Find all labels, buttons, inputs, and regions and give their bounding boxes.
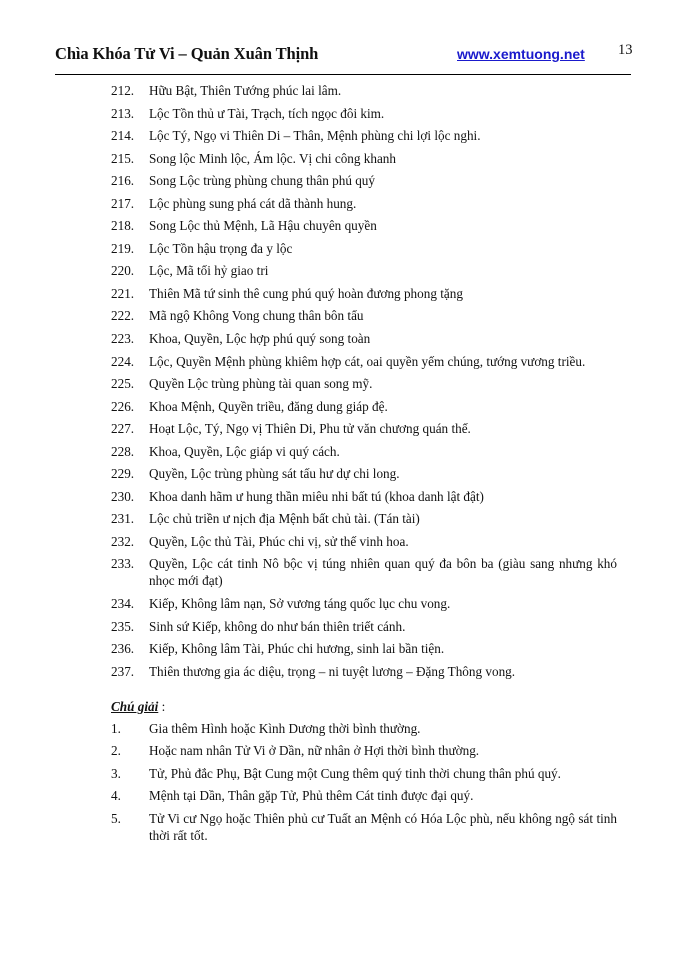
website-link[interactable]: www.xemtuong.net xyxy=(457,46,585,62)
list-item xyxy=(111,663,617,680)
item-number: 226. xyxy=(111,398,135,414)
note-text: Tử Vi cư Ngọ hoặc Thiên phủ cư Tuất an Mệnh có Hóa Lộc phù, nếu không ngộ sát tinh thời rất tốt. xyxy=(149,810,617,843)
item-number: 221. xyxy=(111,285,135,301)
note-text: Mệnh tại Dần, Thân gặp Tử, Phủ thêm Cát tinh được đại quý. xyxy=(149,788,474,804)
note-item xyxy=(111,765,617,782)
list-item xyxy=(111,307,617,324)
list-item xyxy=(111,465,617,482)
document-body xyxy=(111,82,617,849)
page-number: 13 xyxy=(618,42,633,58)
list-item xyxy=(111,172,617,189)
list-item xyxy=(111,375,617,392)
item-text: Song Lộc trùng phùng chung thân phú quý xyxy=(149,173,375,189)
note-number: 5. xyxy=(111,810,121,826)
item-text: Kiếp, Không lâm nạn, Sở vương táng quốc lục chu vong. xyxy=(149,596,451,612)
notes-heading-label: Chú giải xyxy=(111,698,159,714)
item-number: 234. xyxy=(111,596,135,612)
item-number: 223. xyxy=(111,331,135,347)
item-number: 225. xyxy=(111,376,135,392)
list-item xyxy=(111,217,617,234)
list-item xyxy=(111,353,617,370)
item-text: Lộc phùng sung phá cát dã thành hung. xyxy=(149,195,357,211)
item-text: Lộc Tồn thủ ư Tài, Trạch, tích ngọc đôi kim. xyxy=(149,105,385,121)
item-text: Quyền, Lộc thủ Tài, Phúc chi vị, sử thế vinh hoa. xyxy=(149,533,409,549)
notes-list xyxy=(111,720,617,844)
item-text: Quyền, Lộc trùng phùng sát tấu hư dự chi long. xyxy=(149,466,400,482)
item-text: Khoa danh hãm ư hung thần miêu nhi bất tú (khoa danh lật đật) xyxy=(149,488,484,504)
item-number: 228. xyxy=(111,443,135,459)
item-number: 222. xyxy=(111,308,135,324)
item-number: 237. xyxy=(111,663,135,679)
item-number: 230. xyxy=(111,488,135,504)
list-item xyxy=(111,195,617,212)
list-item xyxy=(111,240,617,257)
item-number: 219. xyxy=(111,240,135,256)
note-item xyxy=(111,810,617,844)
list-item xyxy=(111,595,617,612)
item-text: Lộc Tồn hậu trọng đa y lộc xyxy=(149,240,293,256)
item-text: Quyền, Lộc cát tinh Nô bộc vị túng nhiên quan quý đa bôn ba (giàu sang nhưng khó nhọc mới đạt) xyxy=(149,556,617,589)
note-text: Tử, Phủ đắc Phụ, Bật Cung một Cung thêm quý tinh thời chung thân phú quý. xyxy=(149,765,561,781)
list-item xyxy=(111,105,617,122)
item-number: 229. xyxy=(111,466,135,482)
item-text: Lộc Tý, Ngọ vi Thiên Di – Thân, Mệnh phùng chi lợi lộc nghi. xyxy=(149,128,481,144)
item-text: Mã ngộ Không Vong chung thân bôn tẩu xyxy=(149,308,364,324)
item-text: Lộc chủ triền ư nịch địa Mệnh bất chủ tài. (Tán tài) xyxy=(149,511,420,527)
item-text: Lộc, Quyền Mệnh phùng khiêm hợp cát, oai quyền yếm chúng, tướng vương triều. xyxy=(149,353,586,369)
notes-heading-colon: : xyxy=(158,698,166,714)
item-text: Thiên thương gia ác diệu, trọng – ni tuyệt lương – Đặng Thông vong. xyxy=(149,663,516,679)
item-text: Khoa, Quyền, Lộc giáp vi quý cách. xyxy=(149,443,340,459)
item-text: Sinh sứ Kiếp, không do như bán thiên triết cánh. xyxy=(149,618,406,634)
item-text: Song Lộc thủ Mệnh, Lã Hậu chuyên quyền xyxy=(149,218,377,234)
item-text: Khoa, Quyền, Lộc hợp phú quý song toàn xyxy=(149,331,371,347)
item-text: Lộc, Mã tối hỷ giao tri xyxy=(149,263,269,279)
note-text: Hoặc nam nhân Tử Vi ở Dần, nữ nhân ở Hợi thời bình thường. xyxy=(149,743,480,759)
list-item xyxy=(111,443,617,460)
note-item xyxy=(111,742,617,759)
item-number: 235. xyxy=(111,618,135,634)
list-item xyxy=(111,330,617,347)
note-number: 3. xyxy=(111,765,121,781)
item-number: 236. xyxy=(111,641,135,657)
item-number: 215. xyxy=(111,150,135,166)
item-text: Kiếp, Không lâm Tài, Phúc chi hương, sinh lai bần tiện. xyxy=(149,641,445,657)
note-number: 2. xyxy=(111,743,121,759)
note-text: Gia thêm Hình hoặc Kình Dương thời bình thường. xyxy=(149,720,421,736)
item-number: 216. xyxy=(111,173,135,189)
page-header xyxy=(55,40,631,75)
item-number: 227. xyxy=(111,421,135,437)
item-text: Hoạt Lộc, Tý, Ngọ vị Thiên Di, Phu tử văn chương quán thế. xyxy=(149,421,471,437)
list-item xyxy=(111,285,617,302)
list-item xyxy=(111,398,617,415)
list-item xyxy=(111,555,617,589)
item-number: 212. xyxy=(111,83,135,98)
item-text: Quyền Lộc trùng phùng tài quan song mỹ. xyxy=(149,376,373,392)
list-item xyxy=(111,82,617,99)
note-number: 1. xyxy=(111,720,121,736)
list-item xyxy=(111,420,617,437)
item-number: 224. xyxy=(111,353,135,369)
item-number: 218. xyxy=(111,218,135,234)
item-number: 233. xyxy=(111,556,135,572)
list-item xyxy=(111,488,617,505)
notes-heading xyxy=(111,698,617,715)
item-number: 214. xyxy=(111,128,135,144)
item-text: Thiên Mã tứ sinh thê cung phú quý hoàn đương phong tặng xyxy=(149,285,463,301)
list-item xyxy=(111,533,617,550)
item-number: 220. xyxy=(111,263,135,279)
item-number: 232. xyxy=(111,533,135,549)
numbered-list xyxy=(111,82,617,680)
list-item xyxy=(111,127,617,144)
note-item xyxy=(111,787,617,804)
note-number: 4. xyxy=(111,788,121,804)
item-text: Hữu Bật, Thiên Tướng phúc lai lâm. xyxy=(149,83,342,98)
item-number: 217. xyxy=(111,195,135,211)
list-item xyxy=(111,618,617,635)
item-number: 213. xyxy=(111,105,135,121)
book-title: Chìa Khóa Tử Vi – Quản Xuân Thịnh xyxy=(55,44,319,63)
note-item xyxy=(111,720,617,737)
list-item xyxy=(111,640,617,657)
list-item xyxy=(111,150,617,167)
list-item xyxy=(111,262,617,279)
item-number: 231. xyxy=(111,511,135,527)
list-item xyxy=(111,510,617,527)
item-text: Song lộc Minh lộc, Ám lộc. Vị chi công khanh xyxy=(149,150,396,166)
item-text: Khoa Mệnh, Quyền triều, đăng dung giáp đệ. xyxy=(149,398,388,414)
